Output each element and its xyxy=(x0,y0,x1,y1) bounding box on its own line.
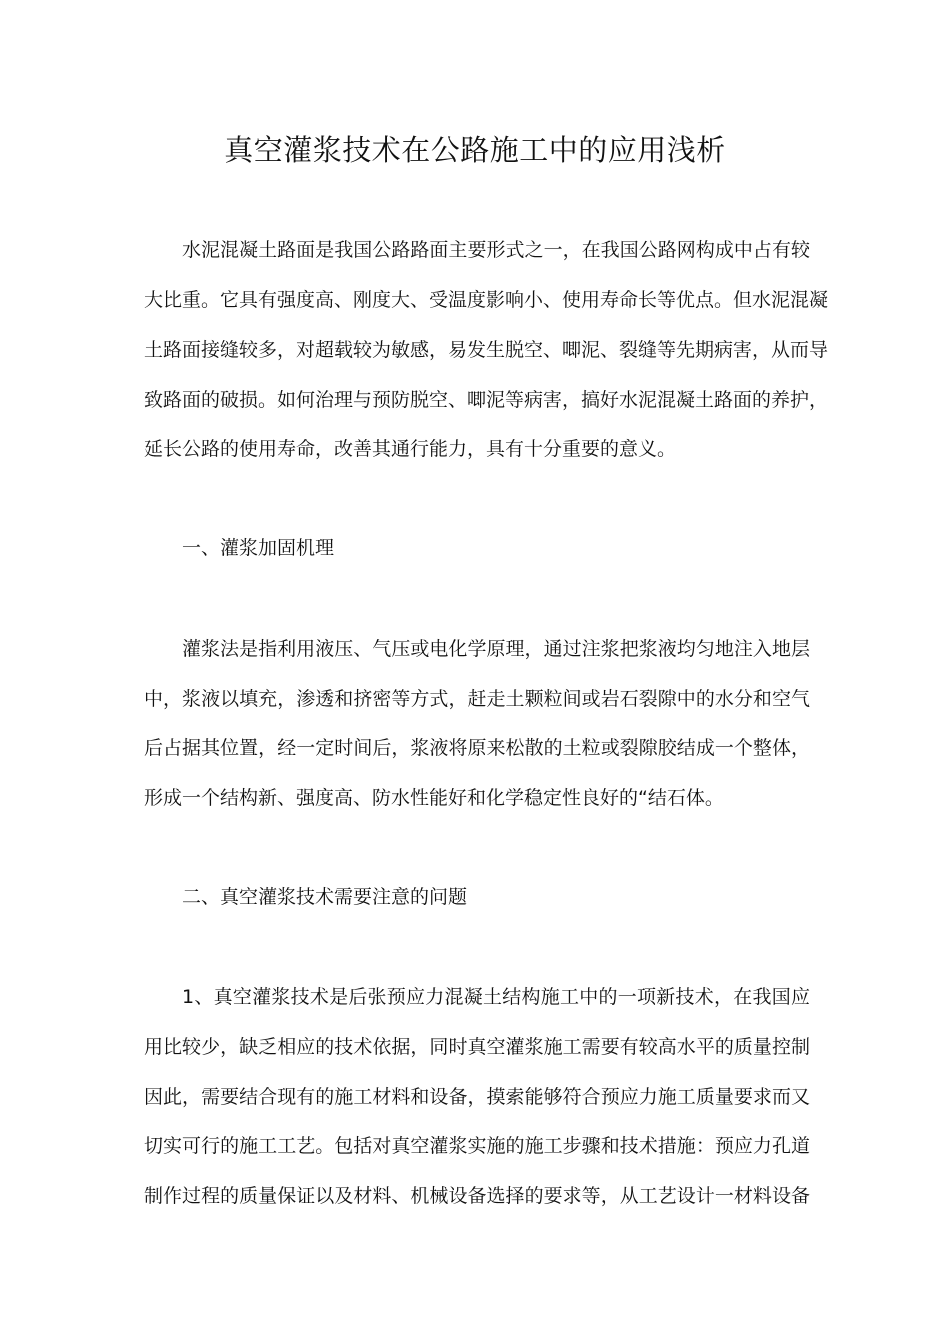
section-heading-2: 二、真空灌浆技术需要注意的问题 xyxy=(182,886,468,908)
paragraph-2-line-4: 形成一个结构新、强度高、防水性能好和化学稳定性良好的“结石体。 xyxy=(144,787,724,809)
paragraph-2-line-1: 灌浆法是指利用液压、气压或电化学原理，通过注浆把浆液均匀地注入地层 xyxy=(182,638,810,660)
paragraph-3-line-3: 因此，需要结合现有的施工材料和设备，摸索能够符合预应力施工质量要求而又 xyxy=(144,1086,810,1108)
paragraph-3-line-4: 切实可行的施工工艺。包括对真空灌浆实施的施工步骤和技术措施：预应力孔道 xyxy=(144,1135,810,1157)
paragraph-3-line-5: 制作过程的质量保证以及材料、机械设备选择的要求等，从工艺设计一材料设备 xyxy=(144,1185,810,1207)
paragraph-1-line-4: 致路面的破损。如何治理与预防脱空、唧泥等病害，搞好水泥混凝土路面的养护， xyxy=(144,389,829,411)
paragraph-2-line-3: 后占据其位置，经一定时间后，浆液将原来松散的土粒或裂隙胶结成一个整体， xyxy=(144,737,810,759)
paragraph-3-line-2: 用比较少，缺乏相应的技术依据，同时真空灌浆施工需要有较高水平的质量控制 xyxy=(144,1036,810,1058)
paragraph-1-line-3: 土路面接缝较多，对超载较为敏感，易发生脱空、唧泥、裂缝等先期病害，从而导 xyxy=(144,339,829,361)
document-title: 真空灌浆技术在公路施工中的应用浅析 xyxy=(224,133,726,167)
paragraph-1-line-2: 大比重。它具有强度高、刚度大、受温度影响小、使用寿命长等优点。但水泥混凝 xyxy=(144,289,829,311)
paragraph-2-line-2: 中，浆液以填充，渗透和挤密等方式，赶走土颗粒间或岩石裂隙中的水分和空气 xyxy=(144,688,810,710)
paragraph-3-line-1: 1、真空灌浆技术是后张预应力混凝土结构施工中的一项新技术，在我国应 xyxy=(182,986,810,1008)
paragraph-1-line-1: 水泥混凝土路面是我国公路路面主要形式之一，在我国公路网构成中占有较 xyxy=(182,239,810,261)
paragraph-1-line-5: 延长公路的使用寿命，改善其通行能力，具有十分重要的意义。 xyxy=(144,438,677,460)
section-heading-1: 一、灌浆加固机理 xyxy=(182,537,335,559)
